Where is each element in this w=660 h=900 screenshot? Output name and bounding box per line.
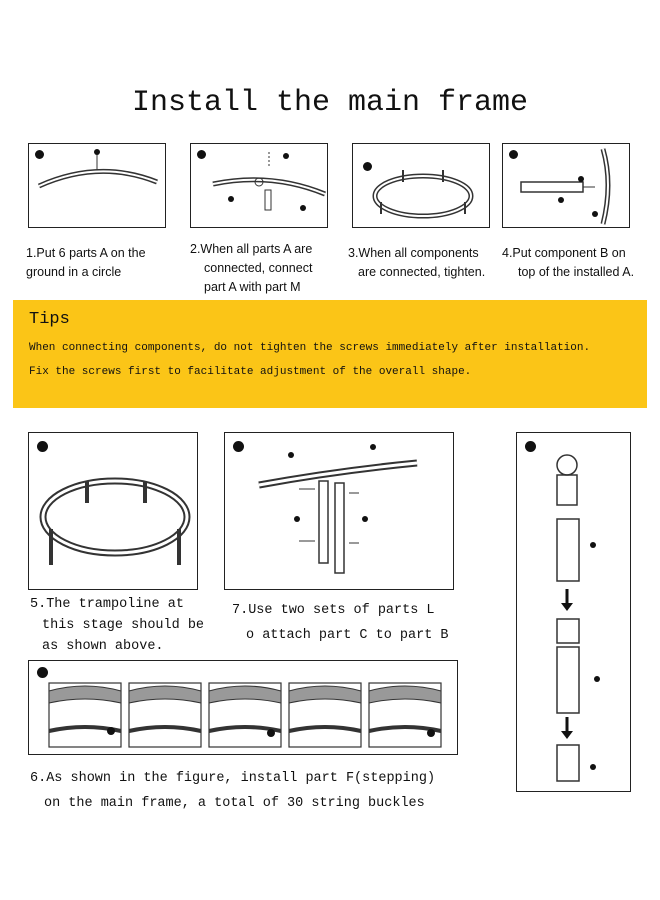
step3-diagram	[352, 143, 490, 228]
step3-caption-line2: are connected, tighten.	[358, 265, 486, 279]
step2-caption-line3: part A with part M	[204, 280, 301, 294]
step8-diagram	[516, 432, 631, 792]
leg-assembly-icon	[517, 433, 632, 793]
leg-attachment-icon	[225, 433, 455, 591]
step6-caption	[30, 768, 510, 814]
step2-caption-line1: 2.When all parts A are	[190, 242, 313, 256]
step5-caption-line1: 5.The trampoline at	[30, 597, 184, 612]
step4-caption-line1: 4.Put component B on	[502, 246, 626, 260]
step4-caption-line2: top of the installed A.	[518, 265, 635, 279]
step6-caption-line1: 6.As shown in the figure, install part F(stepping)	[30, 771, 436, 786]
step7-diagram	[224, 432, 454, 590]
step5-caption-line2: this stage should be	[42, 618, 205, 633]
step2-caption	[190, 240, 340, 297]
step1-diagram	[28, 143, 166, 228]
step4-diagram	[502, 143, 630, 228]
step5-diagram	[28, 432, 198, 590]
step2-diagram	[190, 143, 328, 228]
step7-caption	[232, 600, 512, 646]
string-buckle-strip-icon	[29, 661, 459, 756]
step3-caption-line1: 3.When all components	[348, 246, 479, 260]
page-title: Install the main frame	[131, 86, 529, 120]
tips-banner	[13, 300, 647, 408]
t-joint-icon	[191, 144, 329, 229]
step5-caption	[30, 594, 230, 657]
step2-caption-line2: connected, connect	[204, 261, 313, 275]
step7-caption-line2: o attach part C to part B	[246, 628, 449, 643]
arc-part-a-icon	[29, 144, 167, 229]
step4-caption	[502, 244, 658, 282]
ring-frame-icon	[353, 144, 491, 229]
step7-caption-line1: 7.Use two sets of parts L	[232, 603, 435, 618]
step1-caption: 1.Put 6 parts A on the ground in a circle	[26, 246, 146, 279]
trampoline-frame-icon	[29, 433, 199, 591]
tips-line-2: Fix the screws first to facilitate adjustment of the overall shape.	[29, 366, 472, 378]
step6-diagram	[28, 660, 458, 755]
step3-caption	[348, 244, 508, 282]
tips-line-1: When connecting components, do not tighten the screws immediately after installation.	[29, 342, 591, 354]
tips-title: Tips	[29, 310, 70, 329]
step5-caption-line3: as shown above.	[42, 639, 164, 654]
step6-caption-line2: on the main frame, a total of 30 string buckles	[44, 796, 425, 811]
component-b-icon	[503, 144, 631, 229]
